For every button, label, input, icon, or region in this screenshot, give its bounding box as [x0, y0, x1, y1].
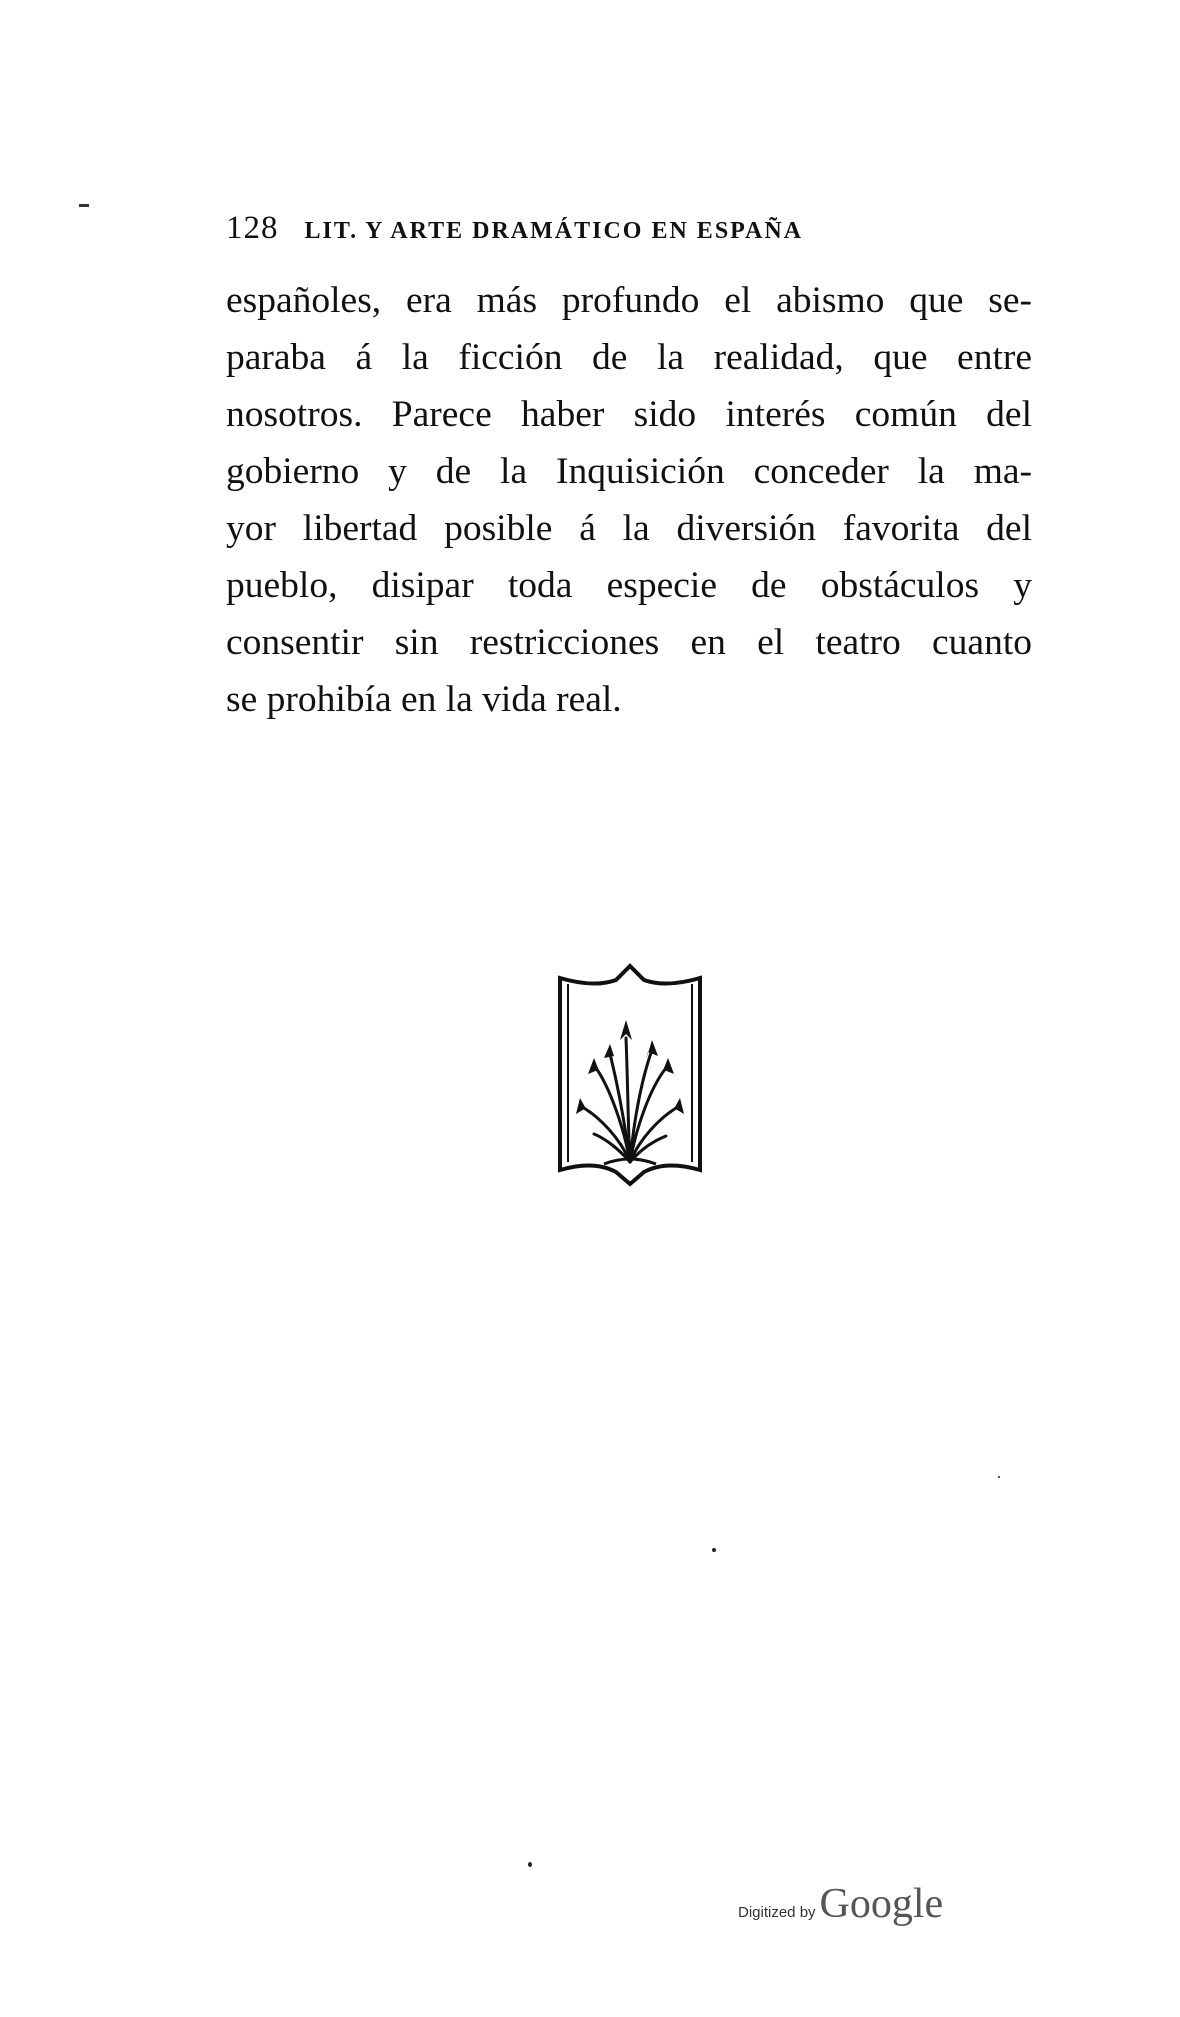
text-line: españoles, era más profundo el abismo que se-	[226, 280, 1032, 321]
running-title: LIT. Y ARTE DRAMÁTICO EN ESPAÑA	[304, 218, 804, 244]
page-header	[226, 210, 1026, 254]
text-line: paraba á la ficción de la realidad, que entre	[226, 337, 1032, 378]
scan-speck	[998, 1476, 1000, 1478]
text-line: pueblo, disipar toda especie de obstáculos y	[226, 565, 1032, 606]
plant-emblem-icon	[554, 958, 706, 1188]
google-logo: Google	[819, 1881, 944, 1927]
text-line: nosotros. Parece haber sido interés común del	[226, 394, 1032, 435]
body-paragraph	[226, 272, 1032, 728]
scan-speck	[528, 1862, 532, 1867]
text-line: consentir sin restricciones en el teatro cuanto	[226, 622, 1032, 663]
scan-mark	[79, 204, 89, 207]
text-line: gobierno y de la Inquisición conceder la ma-	[226, 451, 1032, 492]
scan-speck	[712, 1548, 716, 1552]
digitized-label: Digitized by	[738, 1904, 816, 1921]
page-number: 128	[226, 210, 279, 246]
digitization-stamp	[738, 1880, 943, 1940]
text-line: se prohibía en la vida real.	[226, 679, 622, 720]
text-line: yor libertad posible á la diversión favorita del	[226, 508, 1032, 549]
